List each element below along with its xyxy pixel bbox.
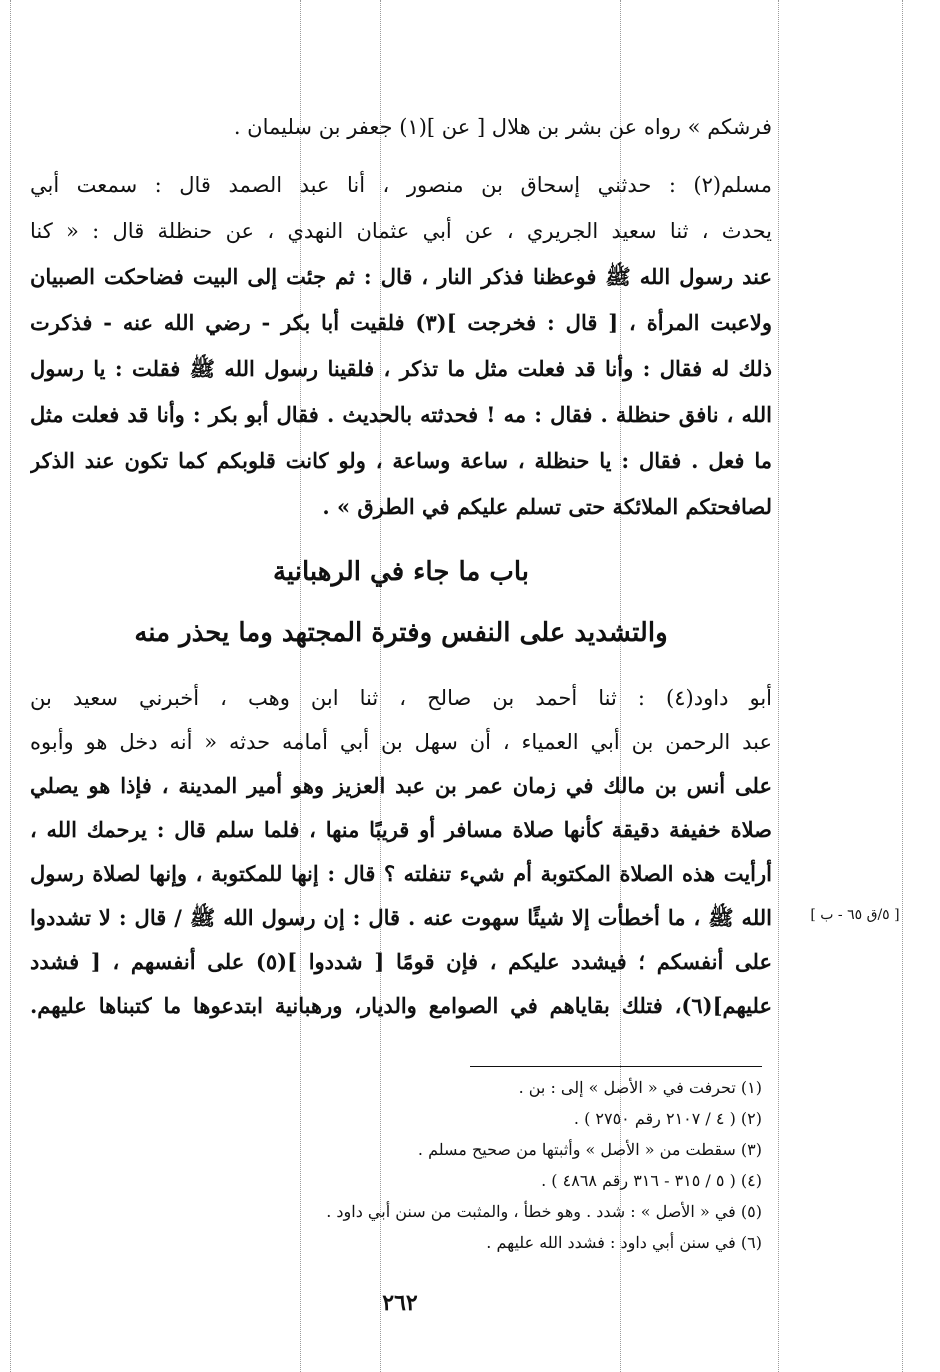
text-line: مسلم(٢) : حدثني إسحاق بن منصور ، أنا عبد الصمد قال : سمعت أبي — [30, 173, 772, 197]
page-number: ٢٦٢ — [382, 1290, 418, 1316]
text-line: الله ، نافق حنظلة . فقال : مه ! فحدثته بالحديث . فقال أبو بكر : وأنا قد فعلت مثل — [30, 402, 772, 427]
footnotes — [30, 1076, 762, 1276]
text-line: ما فعل . فقال : يا حنظلة ، ساعة وساعة ، ولو كانت قلوبكم كما تكون عند الذكر — [30, 448, 772, 473]
chapter-heading: باب ما جاء في الرهبانية — [272, 557, 529, 587]
text-line: يحدث ، ثنا سعيد الجريري ، عن أبي عثمان النهدي ، عن حنظلة قال : « كنا — [30, 219, 772, 243]
manuscript-folio-note: [ ٥/ق ٦٥ - ب ] — [810, 907, 900, 923]
footnote: (٤) ( ٥ / ٣١٥ - ٣١٦ رقم ٤٨٦٨ ) . — [541, 1171, 762, 1190]
footnote: (١) تحرفت في « الأصل » إلى : بن . — [518, 1078, 762, 1097]
text-line: صلاة خفيفة دقيقة كأنها صلاة مسافر أو قريبًا منها ، فلما سلم قال : يرحمك الله ، — [30, 817, 772, 842]
text-line: عبد الرحمن بن أبي العمياء ، أن سهل بن أبي أمامه حدثه « أنه دخل هو وأبوه — [30, 730, 772, 754]
footnote: (٦) في سنن أبي داود : فشدد الله عليهم . — [486, 1233, 762, 1252]
text-line: الله ﷺ ، ما أخطأت إلا شيئًا سهوت عنه . قال : إن رسول الله ﷺ / قال : لا تشددوا — [30, 905, 772, 930]
text-line: لصافحتكم الملائكة حتى تسلم عليكم في الطرق » . — [322, 494, 772, 519]
text-line: على أنس بن مالك في زمان عمر بن عبد العزيز وهو أمير المدينة ، فإذا هو يصلي — [30, 773, 772, 798]
text-line: عند رسول الله ﷺ فوعظنا فذكر النار ، قال : ثم جئت إلى البيت فضاحكت الصبيان — [30, 264, 772, 289]
text-line: فرشكم » رواه عن بشر بن هلال [ عن ](١) جعفر بن سليمان . — [233, 115, 772, 139]
chapter-subheading: والتشديد على النفس وفترة المجتهد وما يحذر منه — [134, 618, 668, 648]
text-line: ولاعبت المرأة ، [ قال : فخرجت ](٣) فلقيت أبا بكر - رضي الله عنه - فذكرت — [30, 310, 772, 335]
scan-guide-line — [10, 0, 11, 1372]
scan-guide-line — [778, 0, 779, 1372]
text-line: ذلك له فقال : وأنا قد فعلت مثل ما تذكر ، فلقينا رسول الله ﷺ فقلت : يا رسول — [30, 356, 772, 381]
paragraph-continuation — [30, 112, 772, 146]
text-line: أبو داود(٤) : ثنا أحمد بن صالح ، ثنا ابن وهب ، أخبرني سعيد بن — [30, 686, 772, 710]
footnote: (٣) سقطت من « الأصل » وأثبتها من صحيح مسلم . — [417, 1140, 762, 1159]
footnote: (٥) في « الأصل » : شدد . وهو خطأ ، والمثبت من سنن أبي داود . — [326, 1202, 762, 1221]
text-line: أرأيت هذه الصلاة المكتوبة أم شيء تنفلته ؟ قال : إنها للمكتوبة ، وإنها لصلاة رسول — [30, 861, 772, 886]
footnote: (٢) ( ٤ / ٢١٠٧ رقم ٢٧٥٠ ) . — [573, 1109, 762, 1128]
text-line: على أنفسكم ؛ فيشدد عليكم ، فإن قومًا [ شددوا ](٥) على أنفسهم ، [ فشدد — [30, 949, 772, 974]
footnote-separator — [470, 1066, 762, 1067]
text-line: عليهم](٦)، فتلك بقاياهم في الصوامع والديار، ورهبانية ابتدعوها ما كتبناها عليهم. — [30, 993, 772, 1018]
scan-guide-line — [902, 0, 903, 1372]
hadith-paragraph-abu-dawud — [30, 683, 772, 1043]
hadith-paragraph-muslim — [30, 170, 772, 530]
